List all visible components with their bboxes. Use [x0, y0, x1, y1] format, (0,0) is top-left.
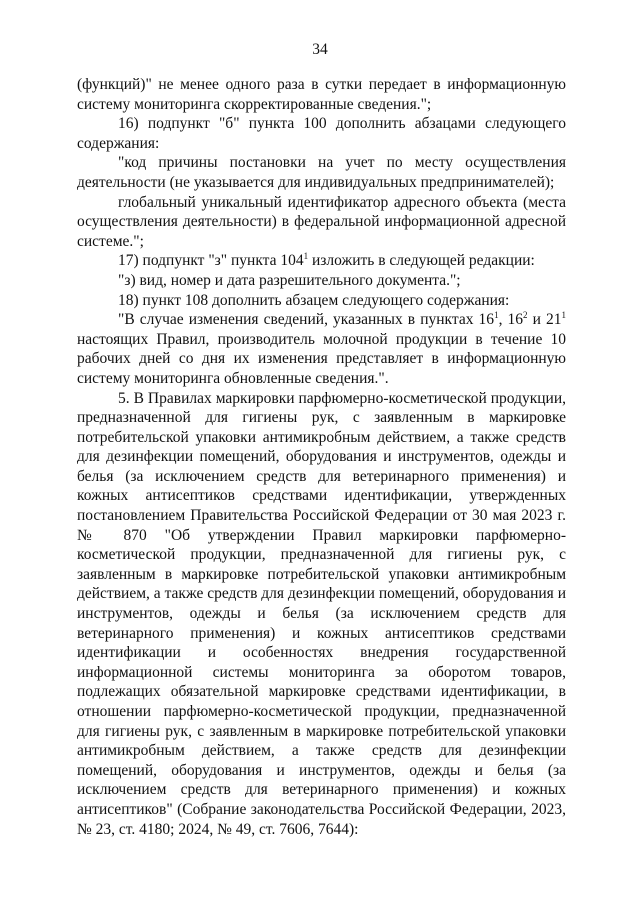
- document-body: [77, 75, 566, 839]
- superscript: 1: [494, 310, 499, 321]
- superscript: 2: [523, 310, 528, 321]
- text-run: , 16: [498, 311, 524, 329]
- text-run: "В случае изменения сведений, указанных в пунктах 16: [118, 311, 495, 329]
- paragraph-item-17-text-end: изложить в следующей редакции:: [308, 252, 535, 270]
- paragraph-item-5: 5. В Правилах маркировки парфюмерно-косметической продукции, предназначенной для гигиены рук, с заявленным в маркировке потребительской упаковки антимикробным действием, а также средств для дезинфекции помещений, оборудования и инструментов, одежды и белья (за исключением средств для ветеринарного применения) и кожных антисептиков средствами идентификации, утвержденных постановлением Правительства Российской Федерации от 30 мая 2023 г. № 870 "Об утверждении Правил маркировки парфюмерно-косметической продукции, предназначенной для гигиены рук, с заявленным в маркировке потребительской упаковки антимикробным действием, а также средств для дезинфекции помещений, оборудования и инструментов, одежды и белья (за исключением средств для ветеринарного применения) и кожных антисептиков средствами идентификации и особенностях внедрения государственной информационной системы мониторинга за оборотом товаров, подлежащих обязательной маркировке средствами идентификации, в отношении парфюмерно-косметической продукции, предназначенной для гигиены рук, с заявленным в маркировке потребительской упаковки антимикробным действием, а также средств для дезинфекции помещений, оборудования и инструментов, одежды и белья (за исключением средств для ветеринарного применения) и кожных антисептиков" (Собрание законодательства Российской Федерации, 2023, № 23, ст. 4180; 2024, № 49, ст. 7606, 7644):: [77, 389, 566, 838]
- paragraph-item-17: [77, 251, 566, 271]
- page-number: 34: [312, 41, 328, 58]
- superscript: 1: [561, 310, 567, 321]
- paragraph-continuation: (функций)" не менее одного раза в сутки передает в информационную систему мониторинга скорректированные сведения.";: [77, 76, 566, 113]
- paragraph-quote-kpp: "код причины постановки на учет по месту осуществления деятельности (не указывается для индивидуальных предпринимателей);: [77, 154, 566, 191]
- paragraph-quote-change: [77, 310, 566, 388]
- paragraph-item-17-text: 17) подпункт "з" пункта 104: [118, 252, 304, 270]
- paragraph-item-18: 18) пункт 108 дополнить абзацем следующего содержания:: [118, 291, 510, 309]
- text-run: настоящих Правил, производитель молочной продукции в течение 10 рабочих дней со дня их изменения представляет в информационную систему мониторинга обновленные сведения.".: [77, 330, 566, 387]
- paragraph-quote-guid: глобальный уникальный идентификатор адресного объекта (места осуществления деятельности) в федеральной информационной адресной системе.";: [77, 193, 566, 250]
- paragraph-item-16: 16) подпункт "б" пункта 100 дополнить абзацами следующего содержания:: [77, 115, 566, 152]
- text-run: и 21: [527, 311, 562, 329]
- superscript: 1: [303, 251, 309, 262]
- paragraph-quote-z: "з) вид, номер и дата разрешительного документа.";: [118, 271, 461, 289]
